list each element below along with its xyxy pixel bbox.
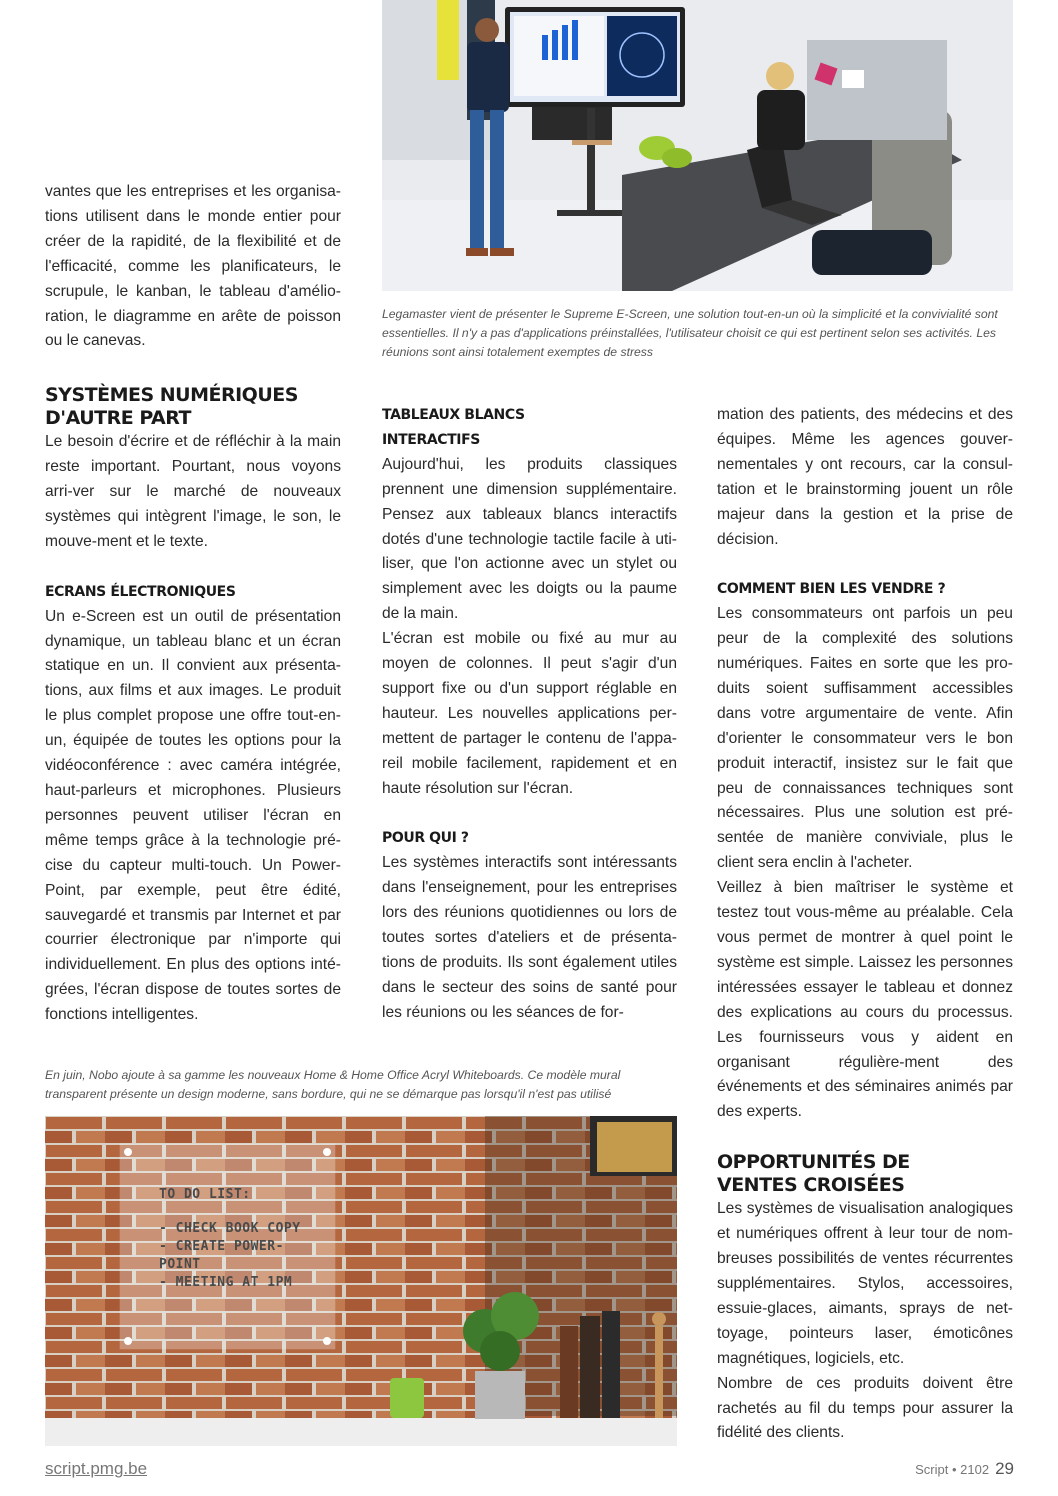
whiteboard-item-2: - CREATE POWER- [159, 1239, 284, 1254]
col2-heading-interactive: TABLEAUX BLANCS INTERACTIFS [382, 407, 525, 448]
col1-para-digital: Le besoin d'écrire et de réfléchir à la main reste important. Pourtant, nous voyons arri-ver sur le marché de nouveaux systèmes qui intègrent l'image, le son, le mouve-ment et le texte. [45, 433, 341, 550]
whiteboard-title: TO DO LIST: [159, 1187, 251, 1202]
col3-heading-cross-sell: OPPORTUNITÉS DE VENTES CROISÉES [717, 1151, 910, 1197]
col2-heading-who: POUR QUI ? [382, 830, 469, 847]
whiteboard-item-2b: POINT [159, 1257, 201, 1272]
col1-heading-digital: SYSTÈMES NUMÉRIQUES D'AUTRE PART [45, 384, 298, 430]
whiteboard-item-1: - CHECK BOOK COPY [159, 1221, 301, 1236]
column-3 [717, 403, 1013, 1446]
whiteboard-photo [45, 1116, 677, 1446]
col2-para-who: Les systèmes interactifs sont intéressants dans l'enseignement, pour les entreprises lors des réunions quotidiennes ou lors de toutes sortes d'ateliers et de présenta-tions de produits. Ils sont également utiles dans le secteur des soins de santé pour les réunions ou les séances de for- [382, 854, 677, 1021]
footer-issue [915, 1459, 1014, 1479]
col3-para-loyalty: Nombre de ces produits doivent être rachetés au fil du temps pour assurer la fidélité des clients. [717, 1374, 1013, 1442]
col1-para-screens: Un e-Screen est un outil de présentation dynamique, un tableau blanc et un écran statique en un. Il convient aux présenta-tions, aux films et aux images. Le produit le plus complet propose une offre tout-en-un, équipée de toutes les options pour la vidéoconférence : avec caméra intégrée, haut-parleurs et microphones. Plusieurs personnes peuvent utiliser l'écran en même temps grâce à la technologie pré-cise du capteur multi-touch. Un Power-Point, par exemple, peut être édité, sauvegardé et transmis par Internet et par courrier électronique par n'importe qui individuellement. En plus des options inté-grées, l'écran dispose de toutes sortes de fonctions intelligentes. [45, 607, 341, 1024]
top-photo-caption: Legamaster vient de présenter le Supreme E-Screen, une solution tout-en-un où la simplicité et la convivialité sont essentielles. Il n'y a pas d'applications préinstallées, l'utilisateur choisit ce qui est pertinent selon ses activités. Les réunions sont ainsi totalement exemptes de stress [382, 307, 998, 359]
col1-intro: vantes que les entreprises et les organisa-tions utilisent dans le monde entier pour créer de la rapidité, de la flexibilité et de l'efficacité, comme les planificateurs, le scrupule, le kanban, le tableau d'amélio-ration, le diagramme en arête de poisson ou le canevas. [45, 183, 341, 350]
col2-para-mobile: L'écran est mobile ou fixé au mur au moyen de colonnes. Il peut s'agir d'un support fixe ou d'un support réglable en hauteur. Les nouvelles applications per-mettent de partager le contenu de l'appa-reil mobile facilement, rapidement et en haute résolution sur l'écran. [382, 630, 677, 797]
col3-para-master: Veillez à bien maîtriser le système et testez tout vous-même au préalable. Cela vous permet de montrer à quel point le système est simple. Laissez les personnes intéressées essayer le tableau et donnez des explications au cours du processus. Les fournisseurs vous y aident en organisant régulière-ment des événements et des séminaires animés par des experts. [717, 879, 1013, 1121]
col2-para-interactive: Aujourd'hui, les produits classiques prennent une dimension supplémentaire. Pensez aux tableaux blancs interactifs dotés d'une technologie tactile facile à uti-liser, que l'on actionne avec un stylet ou simplement avec les doigts ou la paume de la main. [382, 455, 677, 623]
page-number: 29 [995, 1459, 1014, 1478]
meeting-photo [382, 0, 1013, 291]
meeting-photo-drawing [382, 0, 1013, 291]
bottom-photo-caption: En juin, Nobo ajoute à sa gamme les nouveaux Home & Home Office Acryl Whiteboards. Ce modèle mural transparent présente un design moderne, sans bordure, qui ne se démarque pas lorsqu'il n'est pas utilisé [45, 1068, 621, 1101]
col3-heading-sell: COMMENT BIEN LES VENDRE ? [717, 581, 946, 598]
whiteboard-handwriting [159, 1186, 329, 1292]
whiteboard-photo-drawing [45, 1116, 677, 1446]
footer-issue-label: Script • 2102 [915, 1462, 990, 1477]
column-1 [45, 180, 341, 1028]
whiteboard-item-3: - MEETING AT 1PM [159, 1275, 293, 1290]
column-2 [382, 403, 677, 1026]
col1-heading-screens: ECRANS ÉLECTRONIQUES [45, 583, 236, 600]
col3-para-training: mation des patients, des médecins et des équipes. Même les agences gouver-nementales y ont recours, car la consul-tation et le brainstorming jouent un rôle majeur dans la gestion et la prise de décision. [717, 406, 1013, 548]
col3-para-cross-sell: Les systèmes de visualisation analogiques et numériques offrent à leur tour de nom-breuses possibilités de ventes récurrentes supplémentaires. Stylos, accessoires, essuie-glaces, aimants, sprays de net-toyage, pointeurs laser, émoticônes magnétiques, logiciels, etc. [717, 1200, 1013, 1367]
footer-site-link[interactable]: script.pmg.be [45, 1459, 148, 1478]
col3-para-sell: Les consommateurs ont parfois un peu peur de la complexité des solutions numériques. Faites en sorte que les pro-duits soient suffisamment accessibles dans votre argumentaire de vente. Afin d'orienter le consommateur vers le bon produit interactif, insistez sur le fait que peu de connaissances techniques sont nécessaires. Plus une solution est pré-sentée de manière conviviale, plus le client sera enclin à l'acheter. [717, 605, 1013, 872]
